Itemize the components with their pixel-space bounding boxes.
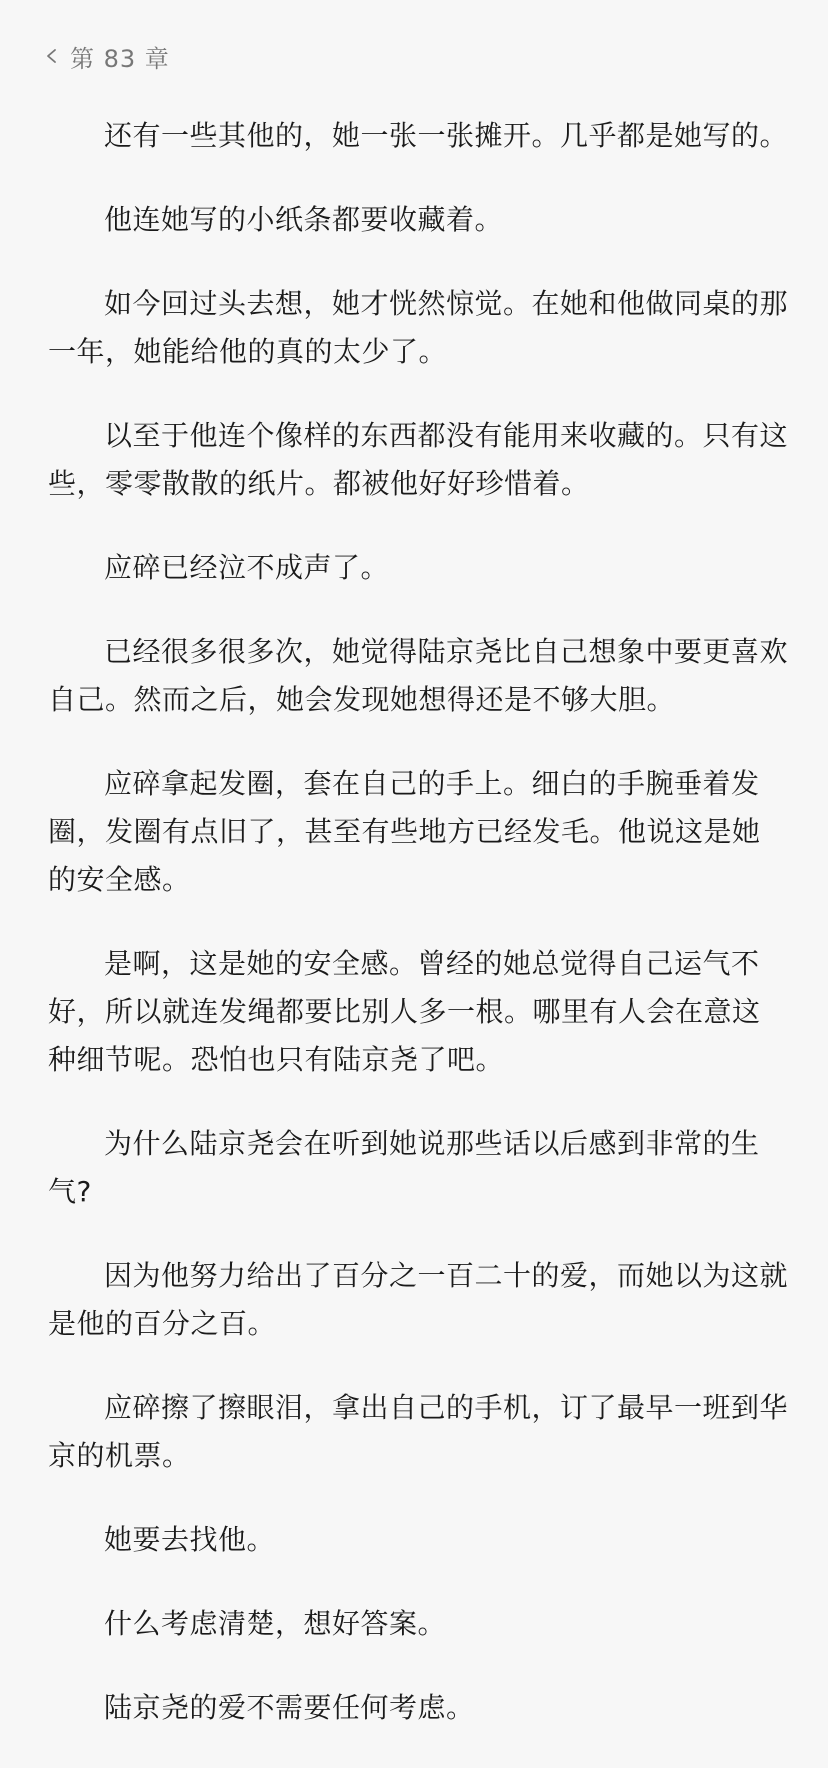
paragraph: 应碎拿起发圈，套在自己的手上。细白的手腕垂着发圈，发圈有点旧了，甚至有些地方已经发毛。他说这是她的安全感。 <box>48 767 761 896</box>
paragraph: 应碎已经泣不成声了。 <box>104 551 390 584</box>
paragraph: 陆京尧的爱不需要任何考虑。 <box>104 1691 475 1724</box>
paragraph: 他连她写的小纸条都要收藏着。 <box>104 203 504 236</box>
paragraph: 因为他努力给出了百分之一百二十的爱，而她以为这就是他的百分之百。 <box>48 1259 789 1340</box>
paragraph: 是啊，这是她的安全感。曾经的她总觉得自己运气不好，所以就连发绳都要比别人多一根。哪里有人会在意这种细节呢。恐怕也只有陆京尧了吧。 <box>48 947 761 1076</box>
paragraph: 以至于他连个像样的东西都没有能用来收藏的。只有这些，零零散散的纸片。都被他好好珍惜着。 <box>48 419 789 500</box>
chapter-title: 第 83 章 <box>70 44 170 73</box>
paragraph: 她要去找他。 <box>104 1523 276 1556</box>
chapter-content <box>48 112 788 1768</box>
reader-header <box>44 38 170 74</box>
paragraph: 如今回过头去想，她才恍然惊觉。在她和他做同桌的那一年，她能给他的真的太少了。 <box>48 287 789 368</box>
paragraph: 还有一些其他的，她一张一张摊开。几乎都是她写的。 <box>104 119 789 152</box>
paragraph: 为什么陆京尧会在听到她说那些话以后感到非常的生气? <box>48 1127 760 1208</box>
paragraph: 应碎擦了擦眼泪，拿出自己的手机，订了最早一班到华京的机票。 <box>48 1391 789 1472</box>
paragraph: 什么考虑清楚，想好答案。 <box>104 1607 447 1640</box>
paragraph: 已经很多很多次，她觉得陆京尧比自己想象中要更喜欢自己。然而之后，她会发现她想得还是不够大胆。 <box>48 635 789 716</box>
back-chevron-icon[interactable] <box>44 48 60 64</box>
